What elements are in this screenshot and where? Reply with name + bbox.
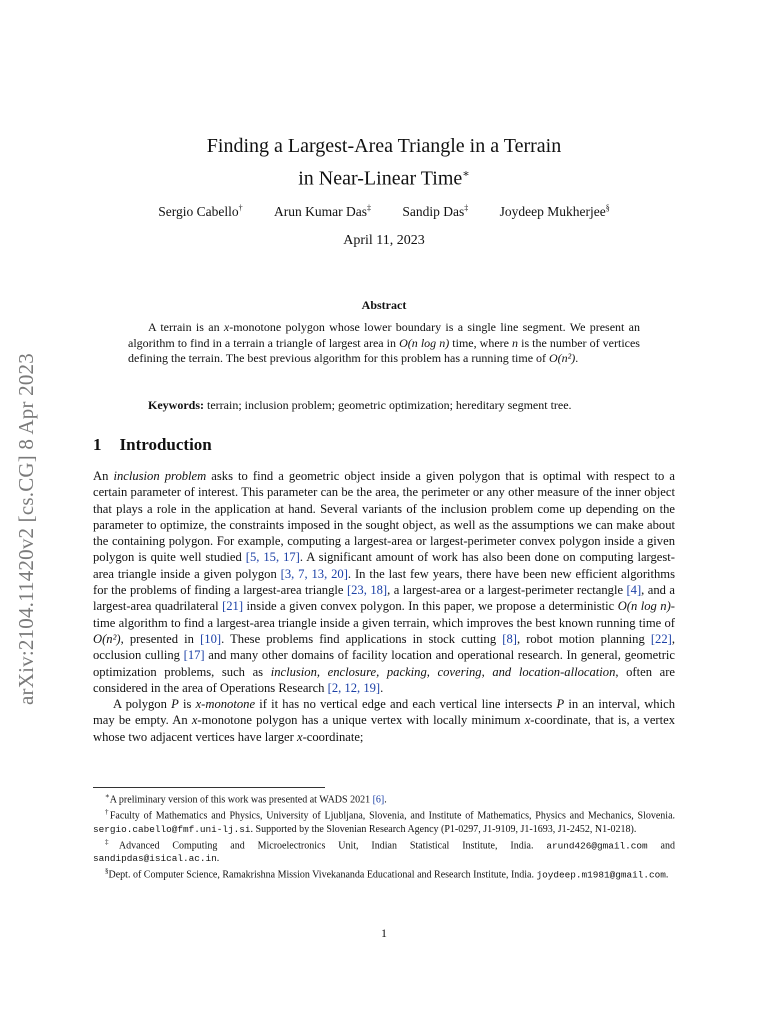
citation-link[interactable]: [4] bbox=[626, 583, 642, 598]
keywords: Keywords: terrain; inclusion problem; geometric optimization; hereditary segment tree. bbox=[148, 398, 572, 412]
author: Arun Kumar Das‡ bbox=[274, 203, 371, 219]
citation-link[interactable]: [21] bbox=[222, 599, 244, 614]
citation-link[interactable]: [17] bbox=[183, 648, 205, 663]
citation-link[interactable]: [6] bbox=[372, 794, 385, 806]
title-line-2: in Near-Linear Time∗ bbox=[298, 167, 470, 190]
paper-title bbox=[0, 132, 768, 193]
citation-link[interactable]: [5, 15, 17] bbox=[245, 550, 300, 565]
keywords-label: Keywords: bbox=[148, 398, 204, 412]
citation-link[interactable]: [8] bbox=[502, 631, 517, 646]
author-list bbox=[0, 203, 768, 220]
introduction-body bbox=[93, 468, 675, 745]
citation-link[interactable]: [23, 18] bbox=[346, 583, 388, 598]
email-link[interactable]: sandipdas@isical.ac.in bbox=[93, 852, 217, 864]
footnote: †Faculty of Mathematics and Physics, University of Ljubljana, Slovenia, and Institute of Mathematics, Physics and Mechanics, Slovenia. sergio.cabello@fmf.uni-lj.si. Supported by the Slovenian Research Agency (P1-0297, J1-9109, J1-1693, J1-2452, N1-0218). bbox=[93, 808, 676, 835]
publication-date: April 11, 2023 bbox=[343, 233, 425, 248]
author: Sandip Das‡ bbox=[402, 203, 469, 219]
abstract-heading: Abstract bbox=[361, 298, 407, 312]
email-link[interactable]: sergio.cabello@fmf.uni-lj.si bbox=[93, 823, 251, 835]
paragraph: An inclusion problem asks to find a geometric object inside a given polygon that is optimal with respect to a certain parameter of interest. This parameter can be the area, the perimeter or any other measure of the inner object that plays a role in the application at hand. Several variants of the inclusion problem come up depending on the parameter to optimize, the constraints imposed in the sought object, as well as the assumptions we can make about the containing polygon. For example, computing a largest-area or largest-perimeter convex polygon inside a given polygon is quite well studied [5, 15, 17]. A significant amount of work has also been done on computing largest-area triangle inside a given polygon [3, 7, 13, 20]. In the last few years, there have been new efficient algorithms for the problems of finding a largest-area triangle [23, 18], a largest-area or a largest-perimeter rectangle [4], and a largest-area quadrilateral [21] inside a given convex polygon. In this paper, we propose a deterministic O(n log n)-time algorithm to find a largest-area triangle inside a given terrain, which improves the best known running time of O(n²), presented in [10]. These problems find applications in stock cutting [8], robot motion planning [22], occlusion culling [17] and many other domains of facility location and operational research. In general, geometric optimization problems, such as inclusion, enclosure, packing, covering, and location-allocation, often are considered in the area of Operations Research [2, 12, 19]. bbox=[93, 469, 676, 695]
footnote: §Dept. of Computer Science, Ramakrishna Mission Vivekananda Educational and Research Institute, India. joydeep.m1981@gmail.com. bbox=[105, 866, 669, 881]
footnote: ‡Advanced Computing and Microelectronics Unit, Indian Statistical Institute, India. arund426@gmail.com and sandipdas@isical.ac.in. bbox=[93, 837, 675, 864]
author: Joydeep Mukherjee§ bbox=[499, 203, 610, 219]
abstract-text: A terrain is an x-monotone polygon whose lower boundary is a single line segment. We present an algorithm to find in a terrain a triangle of largest area in O(n log n) time, where n is the number of vertices defining the terrain. The best previous algorithm for this problem has a running time of O(n²). bbox=[128, 320, 640, 366]
section-heading-introduction: 1 Introduction bbox=[93, 435, 212, 454]
footnotes bbox=[93, 790, 675, 881]
citation-link[interactable]: [2, 12, 19] bbox=[327, 680, 381, 695]
citation-link[interactable]: [22] bbox=[650, 631, 672, 646]
email-link[interactable]: joydeep.m1981@gmail.com bbox=[536, 869, 666, 881]
footnote-divider bbox=[93, 787, 325, 788]
title-footnote-mark[interactable]: ∗ bbox=[462, 168, 470, 180]
email-link[interactable]: arund426@gmail.com bbox=[546, 839, 648, 851]
footnote: ∗A preliminary version of this work was presented at WADS 2021 [6]. bbox=[105, 792, 387, 806]
citation-link[interactable]: [10] bbox=[200, 631, 222, 646]
arxiv-identifier-stamp: arXiv:2104.11420v2 [cs.CG] 8 Apr 2023 bbox=[14, 353, 38, 705]
page-number: 1 bbox=[381, 926, 387, 940]
title-line-1: Finding a Largest-Area Triangle in a Terrain bbox=[206, 135, 562, 157]
paragraph: A polygon P is x-monotone if it has no vertical edge and each vertical line intersects P in an interval, which may be empty. An x-monotone polygon has a unique vertex with locally minimum x-coordinate, that is, a vertex whose two adjacent vertices have larger x-coordinate; bbox=[93, 697, 676, 744]
author: Sergio Cabello† bbox=[158, 203, 243, 219]
citation-link[interactable]: [3, 7, 13, 20] bbox=[280, 566, 348, 581]
